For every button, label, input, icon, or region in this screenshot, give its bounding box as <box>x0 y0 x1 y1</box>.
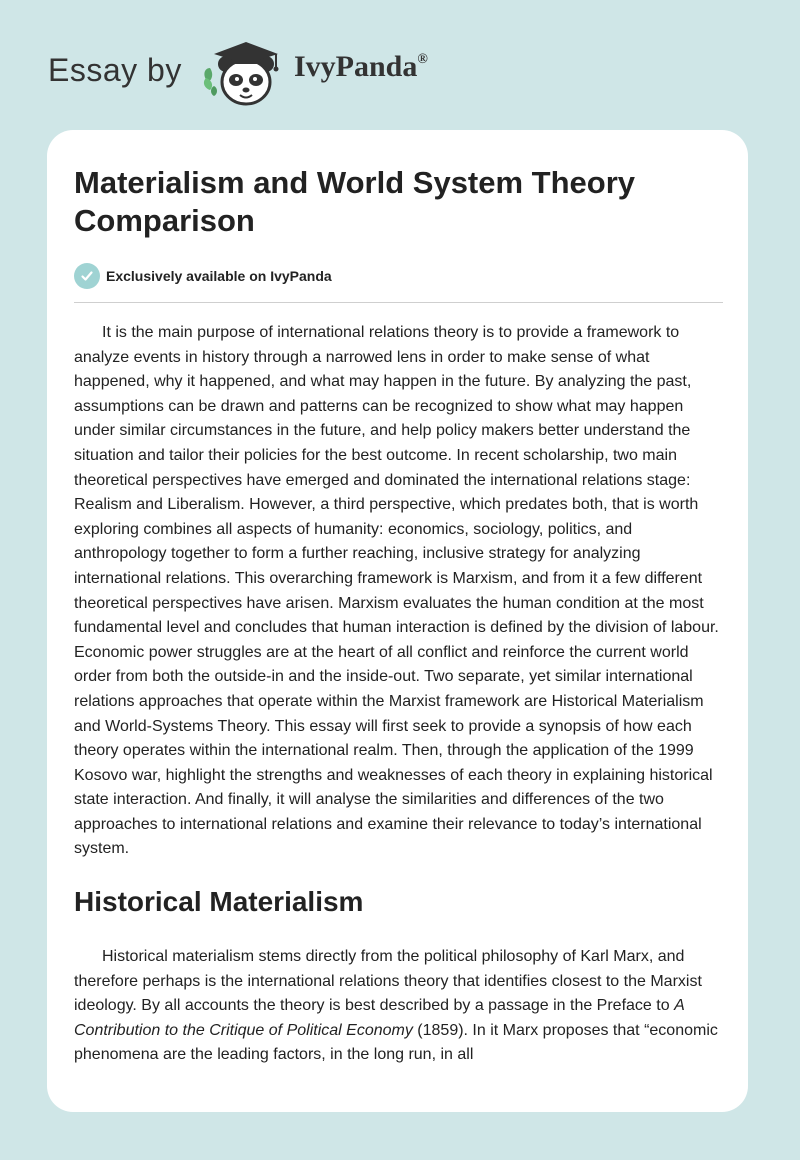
brand-prefix: Essay by <box>48 52 182 88</box>
site-header <box>0 0 800 130</box>
page-title: Materialism and World System Theory Comparison <box>74 165 636 238</box>
section-heading: Historical Materialism <box>74 886 364 917</box>
check-icon <box>74 263 100 289</box>
brand-name[interactable]: IvyPanda® <box>294 50 428 83</box>
divider <box>74 302 723 303</box>
registered-mark: ® <box>417 52 428 67</box>
exclusive-badge <box>74 263 332 289</box>
section-paragraph: Historical materialism stems directly from the political philosophy of Karl Marx, and therefore perhaps is the international relations theory that identifies closest to the Marxist ideology. By all accounts the theory is best described by a passage in the Preface to A Contribution to the Critique of Political Economy (1859). In it Marx proposes that “economic phenomena are the leading factors, in the long run, in all <box>74 948 718 1064</box>
badge-label: Exclusively available on IvyPanda <box>106 268 332 284</box>
book-title: A Contribution to the Critique of Political Economy <box>74 997 685 1039</box>
intro-paragraph: It is the main purpose of international relations theory is to provide a framework to analyze events in history through a narrowed lens in order to make sense of what happened, why it happened, and what may happen in the future. By analyzing the past, assumptions can be drawn and patterns can be recognized to show what may happen under similar circumstances in the future, and help policy makers better understand the situation and tailor their policies for the best outcome. In recent scholarship, two main theoretical perspectives have emerged and dominated the international relations stage: Realism and Liberalism. However, a third perspective, which predates both, that is worth exploring combines all aspects of humanity: economics, sociology, politics, and anthropology together to form a further reaching, inclusive strategy for analyzing international relations. This overarching framework is Marxism, and from it a few different theoretical perspectives have arisen. Marxism evaluates the human condition at the most fundamental level and concludes that human interaction is defined by the division of labour. Economic power struggles are at the heart of all conflict and reinforce the current world order from both the outside-in and the inside-out. Two separate, yet similar international relations approaches that operate within the Marxist framework are Historical Materialism and World-Systems Theory. This essay will first seek to provide a synopsis of how each theory operates within the international realm. Then, through the application of the 1999 Kosovo war, highlight the strengths and weaknesses of each theory in explaining historical state interaction. And finally, it will analyse the similarities and differences of the two approaches to international relations and examine their relevance to today’s international system. <box>74 324 719 858</box>
article-card <box>47 130 748 1112</box>
panda-graduate-icon[interactable] <box>200 38 292 110</box>
